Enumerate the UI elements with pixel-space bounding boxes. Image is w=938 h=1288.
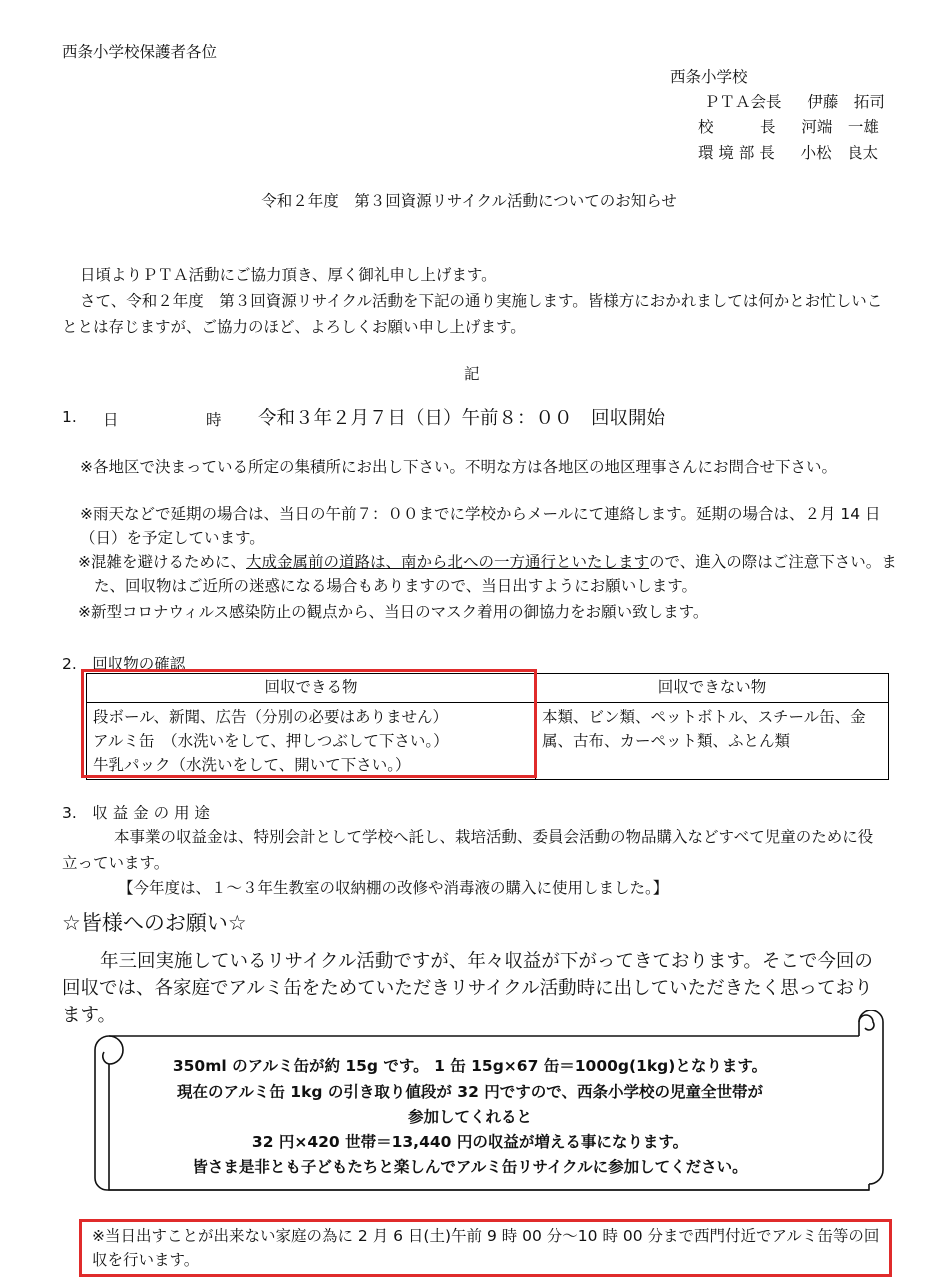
note-traffic-b: ので、進入の際はご注意下さい。また、回収物はご近所の迷惑になる場合もありますので、当日出すようにお願いします。 xyxy=(94,553,897,595)
list-item: 段ボール、新聞、広告（分別の必要はありません） xyxy=(93,708,448,726)
section1-number: 1. xyxy=(62,408,77,426)
page-title: 令和２年度 第３回資源リサイクル活動についてのお知らせ xyxy=(261,192,677,210)
signatory-principal xyxy=(698,115,879,137)
signatory-name: 小松 良太 xyxy=(800,144,879,162)
signatory-environment xyxy=(698,141,878,163)
note-mask: ※新型コロナウィルス感染防止の観点から、当日のマスク着用の御協力をお願い致します。 xyxy=(78,603,709,621)
col-acceptable-header: 回収できる物 xyxy=(87,674,536,703)
ki-mark: 記 xyxy=(464,365,480,383)
school-name: 西条小学校 xyxy=(670,68,748,86)
request-heading: ☆皆様へのお願い☆ xyxy=(62,911,247,935)
signatory-role: 環 境 部 長 xyxy=(698,144,775,162)
unacceptable-items-cell: 本類、ビン類、ペットボトル、スチール缶、金属、古布、カーペット類、ふとん類 xyxy=(536,703,889,780)
signatory-role: ＰＴＡ会長 xyxy=(704,93,782,111)
section1-label-time: 時 xyxy=(206,411,222,429)
signatory-name: 河端 一雄 xyxy=(801,118,879,136)
section1-label-day: 日 xyxy=(103,411,119,429)
note-traffic xyxy=(78,550,904,598)
one-way-traffic-notice: 大成金属前の道路は、南から北への一方通行といたします xyxy=(246,553,650,571)
signatory-pta xyxy=(704,90,885,112)
section3-body: 本事業の収益金は、特別会計として学校へ託し、栽培活動、委員会活動の物品購入などすべて児童のために役立っています。 xyxy=(62,828,874,872)
signatory-name: 伊藤 拓司 xyxy=(807,93,885,111)
note-collection-site: ※各地区で決まっている所定の集積所にお出し下さい。不明な方は各地区の地区理事さんにお問合せ下さい。 xyxy=(80,458,837,476)
section3-note: 【今年度は、１～３年生教室の収納棚の改修や消毒液の購入に使用しました。】 xyxy=(118,879,669,897)
event-datetime: 令和３年２月７日（日）午前８：００ 回収開始 xyxy=(258,408,666,429)
addressee: 西条小学校保護者各位 xyxy=(62,43,218,61)
note-rain-delay: ※雨天などで延期の場合は、当日の午前７：００までに学校からメールにて連絡します。延期の場合は、２月 14 日（日）を予定しています。 xyxy=(80,505,881,547)
col-unacceptable-header: 回収できない物 xyxy=(536,674,889,703)
list-item: アルミ缶 （水洗いをして、押しつぶして下さい。） xyxy=(93,732,449,750)
list-item: 牛乳パック（水洗いをして、開いて下さい。） xyxy=(93,756,411,774)
intro-line-2: さて、令和２年度 第３回資源リサイクル活動を下記の通り実施します。皆様方におかれましては何かとお忙しいこととは存じますが、ご協力のほど、よろしくお願い申し上げます。 xyxy=(62,292,883,336)
scroll-line-4: 32 円×420 世帯＝13,440 円の収益が増える事になります。 xyxy=(251,1133,689,1151)
scroll-line-2: 現在のアルミ缶 1kg の引き取り値段が 32 円ですので、西条小学校の児童全世帯が xyxy=(177,1083,763,1101)
request-body: 年三回実施しているリサイクル活動ですが、年々収益が下がってきております。そこで今回の回収では、各家庭でアルミ缶をためていただきリサイクル活動時に出していただきたく思っております。 xyxy=(62,951,873,1026)
signatory-role: 校 長 xyxy=(698,118,776,136)
scroll-line-5: 皆さま是非とも子どもたちと楽しんでアルミ缶リサイクルに参加してください。 xyxy=(192,1158,748,1176)
alternate-collection-notice: ※当日出すことが出来ない家庭の為に 2 月 6 日(土)午前 9 時 00 分～10 時 00 分まで西門付近でアルミ缶等の回収を行います。 xyxy=(92,1227,880,1269)
scroll-line-1: 350ml のアルミ缶が約 15g です。 1 缶 15g×67 缶＝1000g(1kg)となります。 xyxy=(172,1057,768,1075)
acceptable-items-highlight xyxy=(81,669,537,778)
scroll-line-3: 参加してくれると xyxy=(407,1108,532,1126)
intro-line-1: 日頃よりＰＴＡ活動にご協力頂き、厚く御礼申し上げます。 xyxy=(80,266,497,284)
section3-heading: 3. 収 益 金 の 用 途 xyxy=(62,804,210,822)
section2-heading: 2. 回収物の確認 xyxy=(62,655,186,673)
note-traffic-a: ※混雑を避けるために、 xyxy=(78,553,246,571)
